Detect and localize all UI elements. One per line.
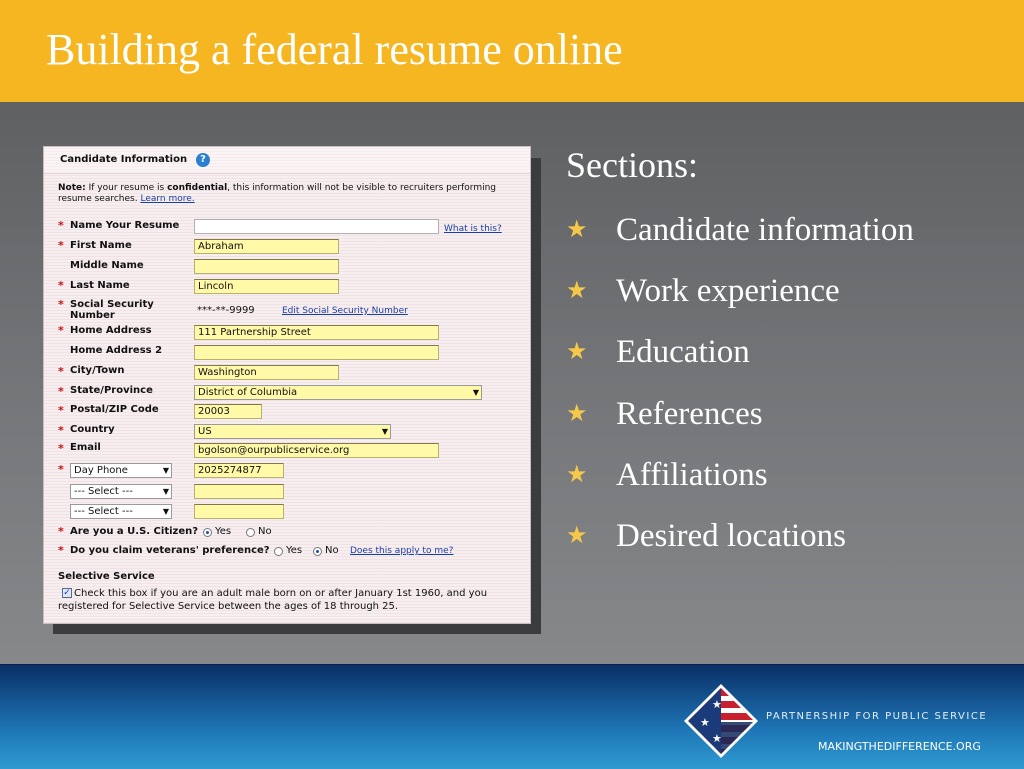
chevron-down-icon: ▼ bbox=[162, 487, 169, 496]
form-header bbox=[44, 147, 530, 174]
first-name-input[interactable]: Abraham bbox=[194, 239, 339, 254]
phone-type-select[interactable]: Day Phone ▼ bbox=[70, 463, 172, 478]
help-icon[interactable]: ? bbox=[196, 153, 210, 167]
state-label: State/Province bbox=[70, 385, 153, 396]
section-item: ★ Education bbox=[566, 334, 750, 370]
phone-type-select-2[interactable]: --- Select --- ▼ bbox=[70, 484, 172, 499]
veteran-yes-label: Yes bbox=[286, 545, 303, 556]
ssn-value: ***-**-9999 bbox=[197, 305, 255, 316]
website-label: MAKINGTHEDIFFERENCE.ORG bbox=[818, 740, 981, 753]
section-item: ★ Candidate information bbox=[566, 212, 914, 248]
section-item: ★ References bbox=[566, 396, 763, 432]
first-name-label: First Name bbox=[70, 240, 132, 251]
required-marker: * bbox=[58, 219, 64, 232]
email-label: Email bbox=[70, 442, 101, 453]
what-is-this-link[interactable]: What is this? bbox=[444, 224, 502, 234]
svg-text:★: ★ bbox=[700, 716, 710, 729]
phone-input-3[interactable] bbox=[194, 504, 284, 519]
country-select[interactable]: US ▼ bbox=[194, 424, 391, 439]
state-select[interactable]: District of Columbia ▼ bbox=[194, 385, 482, 400]
citizen-yes-label: Yes bbox=[215, 526, 232, 537]
star-icon: ★ bbox=[566, 339, 588, 365]
title-bar bbox=[0, 0, 1024, 102]
sections-heading: Sections: bbox=[566, 145, 698, 185]
resume-name-input[interactable] bbox=[194, 219, 439, 234]
last-name-input[interactable]: Lincoln bbox=[194, 279, 339, 294]
citizen-no-label: No bbox=[258, 526, 272, 537]
zip-input[interactable]: 20003 bbox=[194, 404, 262, 419]
form-title: Candidate Information bbox=[60, 154, 188, 165]
star-icon: ★ bbox=[566, 401, 588, 427]
home-address-label: Home Address bbox=[70, 325, 152, 336]
phone-input[interactable]: 2025274877 bbox=[194, 463, 284, 478]
star-icon: ★ bbox=[566, 462, 588, 488]
citizen-label: Are you a U.S. Citizen? bbox=[70, 526, 199, 537]
required-marker: * bbox=[58, 239, 64, 252]
confidential-note: Note: If your resume is confidential, this information will not be visible to recruiters performing resume searches. Learn more. bbox=[58, 183, 496, 204]
required-marker: * bbox=[58, 463, 64, 476]
chevron-down-icon: ▼ bbox=[162, 507, 169, 516]
middle-name-label: Middle Name bbox=[70, 260, 144, 271]
middle-name-input[interactable] bbox=[194, 259, 339, 274]
svg-text:★: ★ bbox=[712, 698, 722, 711]
required-marker: * bbox=[58, 279, 64, 292]
learn-more-link[interactable]: Learn more. bbox=[140, 194, 195, 204]
slide-title: Building a federal resume online bbox=[46, 25, 623, 74]
citizen-no-radio[interactable] bbox=[246, 528, 255, 537]
veteran-no-label: No bbox=[325, 545, 339, 556]
section-item: ★ Affiliations bbox=[566, 457, 768, 493]
candidate-info-form bbox=[43, 146, 531, 624]
chevron-down-icon: ▼ bbox=[381, 427, 388, 436]
home-address-2-input[interactable] bbox=[194, 345, 439, 360]
chevron-down-icon: ▼ bbox=[162, 466, 169, 475]
veteran-no-radio[interactable] bbox=[313, 547, 322, 556]
city-label: City/Town bbox=[70, 365, 125, 376]
edit-ssn-link[interactable]: Edit Social Security Number bbox=[282, 306, 408, 316]
star-icon: ★ bbox=[566, 217, 588, 243]
phone-type-select-3[interactable]: --- Select --- ▼ bbox=[70, 504, 172, 519]
resume-name-label: Name Your Resume bbox=[70, 220, 180, 231]
ssn-label: Social Security Number bbox=[70, 299, 154, 321]
home-address-input[interactable]: 111 Partnership Street bbox=[194, 325, 439, 340]
required-marker: * bbox=[58, 324, 64, 337]
required-marker: * bbox=[58, 298, 64, 311]
selective-service-heading: Selective Service bbox=[58, 571, 155, 582]
required-marker: * bbox=[58, 544, 64, 557]
section-item: ★ Work experience bbox=[566, 273, 840, 309]
required-marker: * bbox=[58, 525, 64, 538]
country-label: Country bbox=[70, 424, 115, 435]
section-item: ★ Desired locations bbox=[566, 518, 847, 554]
veteran-yes-radio[interactable] bbox=[274, 547, 283, 556]
veteran-apply-link[interactable]: Does this apply to me? bbox=[350, 546, 454, 556]
selective-service-checkbox[interactable]: ✓ bbox=[63, 588, 71, 598]
required-marker: * bbox=[58, 365, 64, 378]
home-address-2-label: Home Address 2 bbox=[70, 345, 163, 356]
selective-service-text: Check this box if you are an adult male born on or after January 1st 1960, and you registered for Selective Service between the ages of 18 through 25. bbox=[58, 588, 488, 612]
required-marker: * bbox=[58, 442, 64, 455]
required-marker: * bbox=[58, 424, 64, 437]
required-marker: * bbox=[58, 404, 64, 417]
zip-label: Postal/ZIP Code bbox=[70, 404, 159, 415]
star-icon: ★ bbox=[566, 278, 588, 304]
partnership-logo-icon bbox=[682, 682, 760, 760]
email-input[interactable]: bgolson@ourpublicservice.org bbox=[194, 443, 439, 458]
org-name: PARTNERSHIP FOR PUBLIC SERVICE bbox=[766, 711, 988, 722]
citizen-yes-radio[interactable] bbox=[203, 528, 212, 537]
svg-text:★: ★ bbox=[712, 732, 722, 745]
veteran-label: Do you claim veterans' preference? bbox=[70, 545, 270, 556]
last-name-label: Last Name bbox=[70, 280, 130, 291]
chevron-down-icon: ▼ bbox=[472, 388, 479, 397]
phone-input-2[interactable] bbox=[194, 484, 284, 499]
required-marker: * bbox=[58, 385, 64, 398]
star-icon: ★ bbox=[566, 523, 588, 549]
city-input[interactable]: Washington bbox=[194, 365, 339, 380]
